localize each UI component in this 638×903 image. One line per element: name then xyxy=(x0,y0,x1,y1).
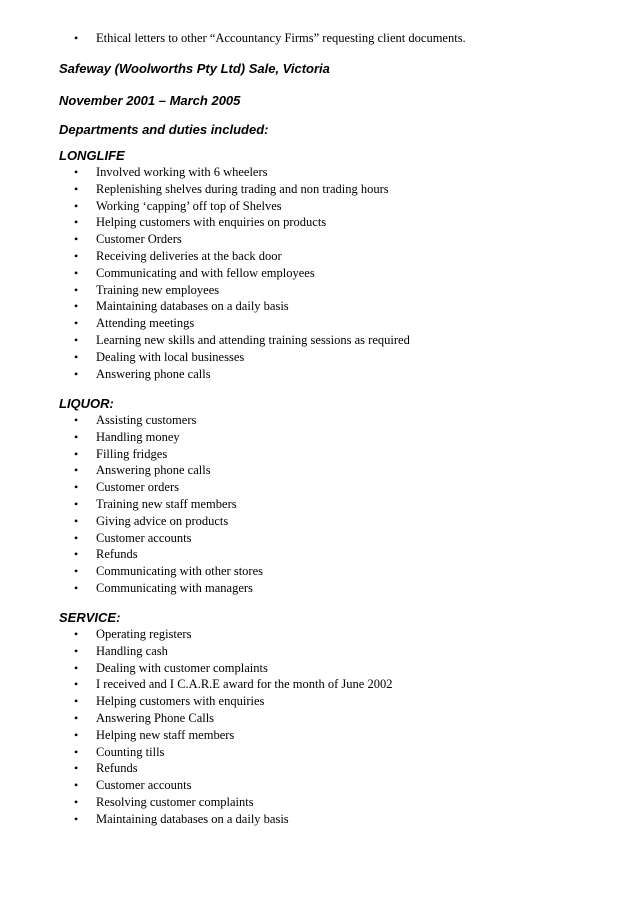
list-item xyxy=(0,530,638,547)
list-item-text: Helping customers with enquiries on products xyxy=(96,215,327,230)
list-item xyxy=(0,496,638,513)
list-item-text: Replenishing shelves during trading and non trading hours xyxy=(96,181,389,196)
bullet-icon: • xyxy=(74,429,79,444)
bullet-icon: • xyxy=(74,181,79,196)
bullet-icon: • xyxy=(74,282,79,297)
bullet-icon: • xyxy=(74,710,79,725)
list-item xyxy=(0,315,638,332)
bullet-icon: • xyxy=(74,446,79,461)
service-duties-list xyxy=(0,626,638,828)
list-item-text: Customer orders xyxy=(96,480,179,495)
list-item-text: Communicating with other stores xyxy=(96,564,263,579)
list-item xyxy=(0,265,638,282)
list-item-text: Customer Orders xyxy=(96,232,182,247)
list-item-text: Handling money xyxy=(96,429,180,444)
list-item xyxy=(0,794,638,811)
list-item-text: Maintaining databases on a daily basis xyxy=(96,811,289,826)
list-item-text: Answering phone calls xyxy=(96,366,211,381)
list-item-text: Communicating and with fellow employees xyxy=(96,265,315,280)
list-item-text: Handling cash xyxy=(96,643,168,658)
list-item-text: Training new employees xyxy=(96,282,220,297)
bullet-icon: • xyxy=(74,580,79,595)
list-item xyxy=(0,214,638,231)
bullet-icon: • xyxy=(74,643,79,658)
list-item xyxy=(0,366,638,383)
intro-bullet-list xyxy=(0,30,638,47)
list-item xyxy=(0,446,638,463)
list-item-text: Learning new skills and attending training sessions as required xyxy=(96,332,410,347)
bullet-icon: • xyxy=(74,198,79,213)
list-item xyxy=(0,248,638,265)
list-item-text: Customer accounts xyxy=(96,530,192,545)
bullet-icon: • xyxy=(74,727,79,742)
bullet-icon: • xyxy=(74,694,79,709)
list-item xyxy=(0,412,638,429)
bullet-icon: • xyxy=(74,366,79,381)
list-item xyxy=(0,727,638,744)
bullet-icon: • xyxy=(74,677,79,692)
bullet-icon: • xyxy=(74,349,79,364)
bullet-icon: • xyxy=(74,299,79,314)
list-item xyxy=(0,164,638,181)
list-item xyxy=(0,546,638,563)
bullet-icon: • xyxy=(74,564,79,579)
list-item-text: Refunds xyxy=(96,547,138,562)
bullet-icon: • xyxy=(74,547,79,562)
list-item xyxy=(0,811,638,828)
liquor-duties-list xyxy=(0,412,638,597)
list-item xyxy=(0,462,638,479)
list-item xyxy=(0,660,638,677)
list-item-text: Dealing with customer complaints xyxy=(96,660,268,675)
list-item-text: Filling fridges xyxy=(96,446,168,461)
list-item-text: Dealing with local businesses xyxy=(96,349,245,364)
list-item xyxy=(0,479,638,496)
list-item-text: Giving advice on products xyxy=(96,513,229,528)
list-item-text: Maintaining databases on a daily basis xyxy=(96,299,289,314)
list-item xyxy=(0,643,638,660)
bullet-icon: • xyxy=(74,627,79,641)
list-item-text: Helping customers with enquiries xyxy=(96,694,265,709)
list-item xyxy=(0,429,638,446)
list-item-text: Refunds xyxy=(96,761,138,776)
list-item-text: Attending meetings xyxy=(96,316,195,331)
list-item xyxy=(0,626,638,643)
list-item xyxy=(0,777,638,794)
list-item xyxy=(0,198,638,215)
list-item xyxy=(0,693,638,710)
list-item-text: Communicating with managers xyxy=(96,580,253,595)
department-heading-service: SERVICE: xyxy=(59,610,121,625)
bullet-icon: • xyxy=(74,744,79,759)
bullet-icon: • xyxy=(74,248,79,263)
list-item xyxy=(0,181,638,198)
employer-heading: Safeway (Woolworths Pty Ltd) Sale, Victoria xyxy=(59,61,330,76)
bullet-icon: • xyxy=(74,530,79,545)
longlife-duties-list xyxy=(0,164,638,382)
list-item-text: Ethical letters to other “Accountancy Firms” requesting client documents. xyxy=(96,31,466,45)
department-heading-longlife: LONGLIFE xyxy=(59,148,125,163)
bullet-icon: • xyxy=(74,215,79,230)
bullet-icon: • xyxy=(74,660,79,675)
date-range-heading: November 2001 – March 2005 xyxy=(59,93,241,108)
bullet-icon: • xyxy=(74,232,79,247)
list-item-text: Customer accounts xyxy=(96,778,192,793)
list-item xyxy=(0,563,638,580)
duties-heading: Departments and duties included: xyxy=(59,122,269,137)
bullet-icon: • xyxy=(74,480,79,495)
list-item xyxy=(0,282,638,299)
list-item xyxy=(0,30,638,47)
list-item-text: I received and I C.A.R.E award for the month of June 2002 xyxy=(96,677,393,692)
list-item xyxy=(0,580,638,597)
list-item xyxy=(0,760,638,777)
list-item-text: Operating registers xyxy=(96,627,192,641)
bullet-icon: • xyxy=(74,761,79,776)
list-item-text: Involved working with 6 wheelers xyxy=(96,165,268,179)
bullet-icon: • xyxy=(74,165,79,179)
bullet-icon: • xyxy=(74,265,79,280)
list-item xyxy=(0,710,638,727)
list-item-text: Answering Phone Calls xyxy=(96,710,215,725)
bullet-icon: • xyxy=(74,332,79,347)
list-item-text: Counting tills xyxy=(96,744,165,759)
bullet-icon: • xyxy=(74,316,79,331)
bullet-icon: • xyxy=(74,463,79,478)
bullet-icon: • xyxy=(74,413,79,427)
bullet-icon: • xyxy=(74,513,79,528)
list-item xyxy=(0,298,638,315)
list-item xyxy=(0,231,638,248)
bullet-icon: • xyxy=(74,778,79,793)
bullet-icon: • xyxy=(74,794,79,809)
list-item-text: Helping new staff members xyxy=(96,727,235,742)
list-item-text: Training new staff members xyxy=(96,496,237,511)
bullet-icon: • xyxy=(74,31,79,45)
department-heading-liquor: LIQUOR: xyxy=(59,396,114,411)
list-item-text: Working ‘capping’ off top of Shelves xyxy=(96,198,282,213)
list-item xyxy=(0,744,638,761)
list-item-text: Assisting customers xyxy=(96,413,197,427)
list-item xyxy=(0,349,638,366)
list-item-text: Resolving customer complaints xyxy=(96,794,254,809)
list-item xyxy=(0,332,638,349)
bullet-icon: • xyxy=(74,496,79,511)
list-item xyxy=(0,676,638,693)
list-item-text: Receiving deliveries at the back door xyxy=(96,248,282,263)
list-item xyxy=(0,513,638,530)
list-item-text: Answering phone calls xyxy=(96,463,211,478)
bullet-icon: • xyxy=(74,811,79,826)
